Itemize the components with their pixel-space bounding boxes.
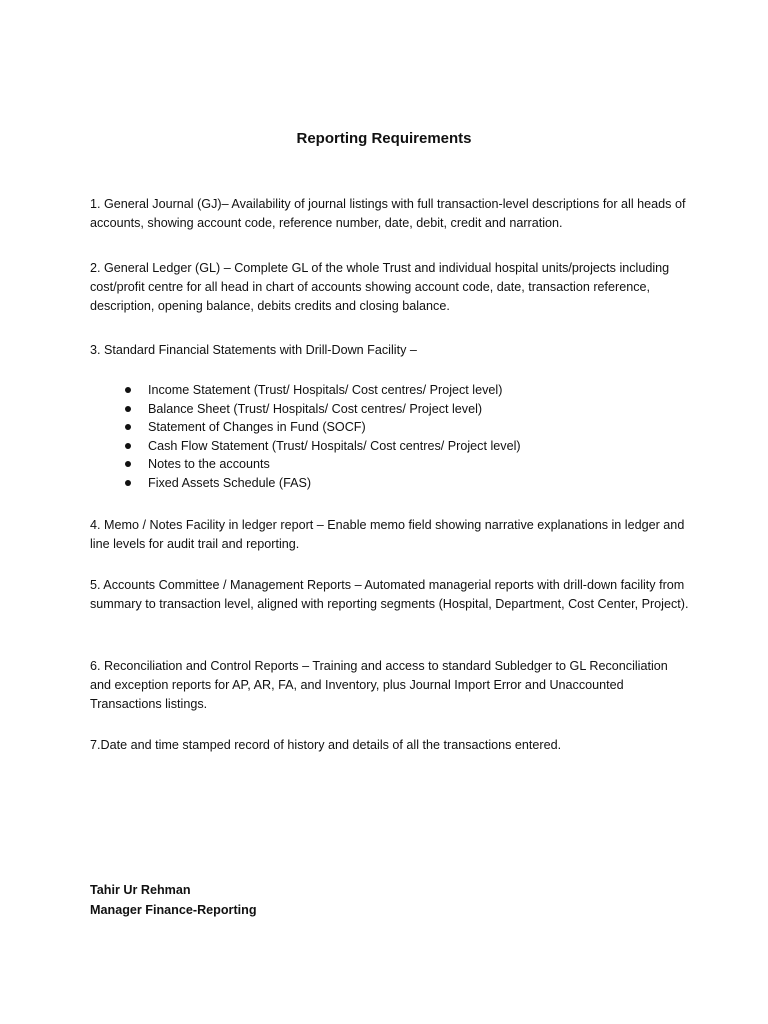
list-item-text: Fixed Assets Schedule (FAS) <box>148 475 312 490</box>
paragraph-memo-notes: 4. Memo / Notes Facility in ledger report – Enable memo field showing narrative explanations in ledger and line levels for audit trail and reporting. <box>90 518 685 551</box>
bullet-icon <box>125 480 131 486</box>
paragraph-reconciliation-reports: 6. Reconciliation and Control Reports – Training and access to standard Subledger to GL Reconciliation and exception reports for AP, AR, FA, and Inventory, plus Journal Import Error and Unaccounted Transactions listings. <box>90 659 668 711</box>
list-item-text: Notes to the accounts <box>148 457 270 472</box>
bullet-icon <box>125 406 131 412</box>
paragraph-general-journal: 1. General Journal (GJ)– Availability of journal listings with full transaction-level descriptions for all heads of accounts, showing account code, reference number, date, debit, credit and narration. <box>90 197 686 230</box>
list-item-text: Cash Flow Statement (Trust/ Hospitals/ Cost centres/ Project level) <box>148 438 521 453</box>
list-item <box>90 455 690 474</box>
list-item <box>90 400 690 419</box>
bullet-icon <box>125 387 131 393</box>
signature-name: Tahir Ur Rehman <box>90 883 191 897</box>
paragraph-financial-statements: 3. Standard Financial Statements with Drill-Down Facility – <box>90 343 417 357</box>
signature-role: Manager Finance-Reporting <box>90 903 257 917</box>
bullet-icon <box>125 424 131 430</box>
list-item <box>90 437 690 456</box>
bullet-icon <box>125 443 131 449</box>
list-item-text: Statement of Changes in Fund (SOCF) <box>148 420 366 435</box>
list-item <box>90 474 690 493</box>
paragraph-management-reports: 5. Accounts Committee / Management Reports – Automated managerial reports with drill-down facility from summary to transaction level, aligned with reporting segments (Hospital, Department, Cost Center, Project). <box>90 578 689 611</box>
list-item-text: Income Statement (Trust/ Hospitals/ Cost centres/ Project level) <box>148 383 503 397</box>
list-item <box>90 381 690 400</box>
paragraph-general-ledger: 2. General Ledger (GL) – Complete GL of the whole Trust and individual hospital units/projects including cost/profit centre for all head in chart of accounts showing account code, date, transaction reference, description, opening balance, debits credits and closing balance. <box>90 261 670 313</box>
financial-statements-list <box>90 381 690 493</box>
document-title: Reporting Requirements <box>296 130 472 147</box>
list-item <box>90 418 690 437</box>
paragraph-transaction-history: 7.Date and time stamped record of history and details of all the transactions entered. <box>90 738 562 752</box>
bullet-icon <box>125 461 131 467</box>
signature-block <box>90 880 257 920</box>
list-item-text: Balance Sheet (Trust/ Hospitals/ Cost centres/ Project level) <box>148 401 483 416</box>
